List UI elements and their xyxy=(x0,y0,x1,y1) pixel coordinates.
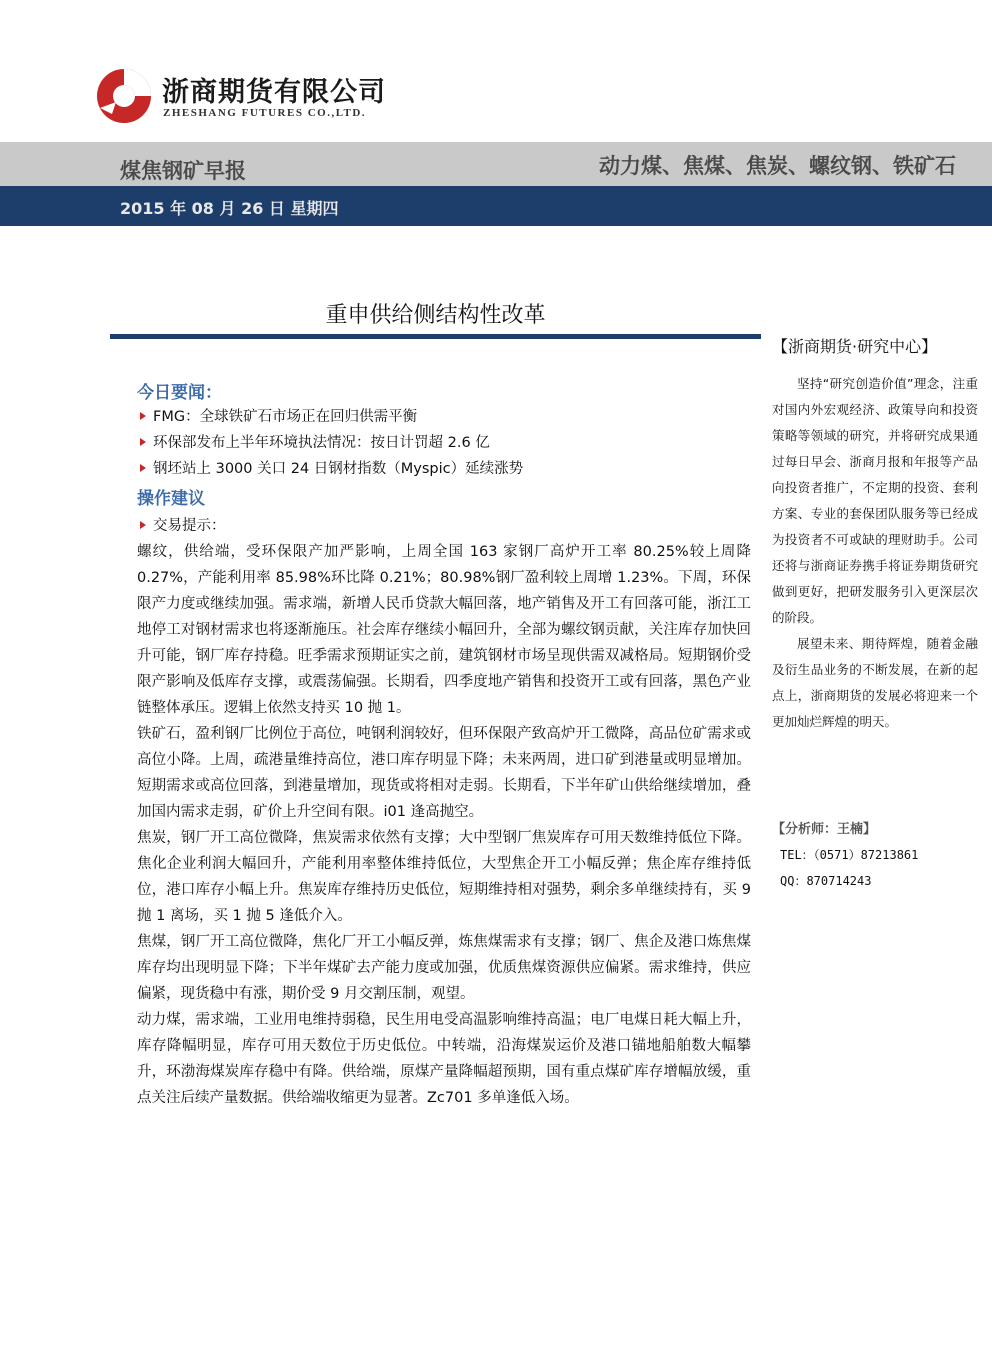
news-item-text: 钢坯站上 3000 关口 24 日钢材指数（Myspic）延续涨势 xyxy=(153,461,524,477)
report-name: 煤焦钢矿早报 xyxy=(120,159,246,183)
bullet-arrow-icon xyxy=(140,412,146,420)
trade-tips-label xyxy=(140,514,226,535)
analysis-paragraph-thermal-coal: 动力煤，需求端，工业用电维持弱稳，民生用电受高温影响维持高温；电厂电煤日耗大幅上升，库存降幅明显，库存可用天数位于历史低位。中转端，沿海煤炭运价及港口锚地船舶数大幅攀升，环渤海煤炭库存稳中有降。供给端，原煤产量降幅超预期，国有重点煤矿库存增幅放缓，重点关注后续产量数据。供给端收缩更为显著。Zc701 多单逢低入场。 xyxy=(137,1012,751,1106)
bullet-arrow-icon xyxy=(140,521,146,529)
news-item xyxy=(140,405,417,426)
analysis-paragraph-rebar: 螺纹，供给端，受环保限产加严影响，上周全国 163 家钢厂高炉开工率 80.25%较上周降 0.27%，产能利用率 85.98%环比降 0.21%；80.98%钢厂盈利较上周增 1.23%。下周，环保限产力度或继续加强。需求端，新增人民币贷款大幅回落，地产销售及开工有回落可能，浙江工地停工对钢材需求也将逐渐施压。社会库存继续小幅回升，全部为螺纹钢贡献，关注库存加快回升可能，钢厂库存持稳。旺季需求预期证实之前，建筑钢材市场呈现供需双减格局。短期钢价受限产影响及低库存支撑，或震荡偏强。长期看，四季度地产销售和投资开工或有回落，黑色产业链整体承压。逻辑上依然支持买 10 抛 1。 xyxy=(137,544,751,716)
ops-section-title: 操作建议 xyxy=(137,489,205,509)
analyst-name: 【分析师：王楠】 xyxy=(772,822,877,837)
company-logo-icon xyxy=(96,68,152,124)
news-item xyxy=(140,431,490,452)
analysis-body xyxy=(137,539,751,1111)
sidebar-intro xyxy=(772,371,978,735)
news-item xyxy=(140,457,523,478)
bullet-arrow-icon xyxy=(140,438,146,446)
analysis-paragraph-iron-ore: 铁矿石，盈利钢厂比例位于高位，吨钢利润较好，但环保限产致高炉开工微降，高品位矿需求或高位小降。上周，疏港量维持高位，港口库存明显下降；未来两周，进口矿到港量或明显增加。短期需求或高位回落，到港量增加，现货或将相对走弱。长期看，下半年矿山供给继续增加，叠加国内需求走弱，矿价上升空间有限。i01 逢高抛空。 xyxy=(137,726,751,820)
news-item-text: FMG：全球铁矿石市场正在回归供需平衡 xyxy=(153,409,418,425)
analysis-paragraph-coking-coal: 焦煤，钢厂开工高位微降，焦化厂开工小幅反弹，炼焦煤需求有支撑；钢厂、焦企及港口炼焦煤库存均出现明显下降；下半年煤矿去产能力度或加强，优质焦煤资源供应偏紧。需求维持，供应偏紧，现货稳中有涨，期价受 9 月交割压制，观望。 xyxy=(137,934,751,1002)
company-name-en: ZHESHANG FUTURES CO.,LTD. xyxy=(163,107,367,119)
news-item-text: 环保部发布上半年环境执法情况：按日计罚超 2.6 亿 xyxy=(153,435,490,451)
company-name-cn: 浙商期货有限公司 xyxy=(162,77,386,108)
analyst-tel: TEL：（0571）87213861 xyxy=(780,848,919,862)
analysis-paragraph-coke: 焦炭，钢厂开工高位微降，焦炭需求依然有支撑；大中型钢厂焦炭库存可用天数维持低位下降。焦化企业利润大幅回升，产能利用率整体维持低位，大型焦企开工小幅反弹；焦企库存维持低位，港口库存小幅上升。焦炭库存维持历史低位，短期维持相对强势，剩余多单继续持有，买 9 抛 1 离场，买 1 抛 5 逢低介入。 xyxy=(137,830,751,924)
sidebar-header: 【浙商期货·研究中心】 xyxy=(772,337,938,356)
bullet-arrow-icon xyxy=(140,464,146,472)
page-title: 重申供给侧结构性改革 xyxy=(325,303,546,328)
report-date: 2015 年 08 月 26 日 星期四 xyxy=(120,199,339,218)
title-divider xyxy=(110,334,761,339)
news-section-title: 今日要闻： xyxy=(137,383,222,403)
sidebar-intro-paragraph: 坚持“研究创造价值”理念，注重对国内外宏观经济、政策导向和投资策略等领域的研究，并将研究成果通过每日早会、浙商月报和年报等产品向投资者推广，不定期的投资、套利方案、专业的套保团队服务等已经成为投资者不可或缺的理财助手。公司还将与浙商证券携手将证券期货研究做到更好，把研发服务引入更深层次的阶段。 xyxy=(772,376,978,625)
analyst-qq: QQ：870714243 xyxy=(780,874,872,888)
trade-tips-text: 交易提示： xyxy=(153,518,226,534)
sidebar-intro-paragraph: 展望未来、期待辉煌，随着金融及衍生品业务的不断发展，在新的起点上，浙商期货的发展必将迎来一个更加灿烂辉煌的明天。 xyxy=(772,636,978,729)
commodities-list: 动力煤、焦煤、焦炭、螺纹钢、铁矿石 xyxy=(599,154,956,178)
